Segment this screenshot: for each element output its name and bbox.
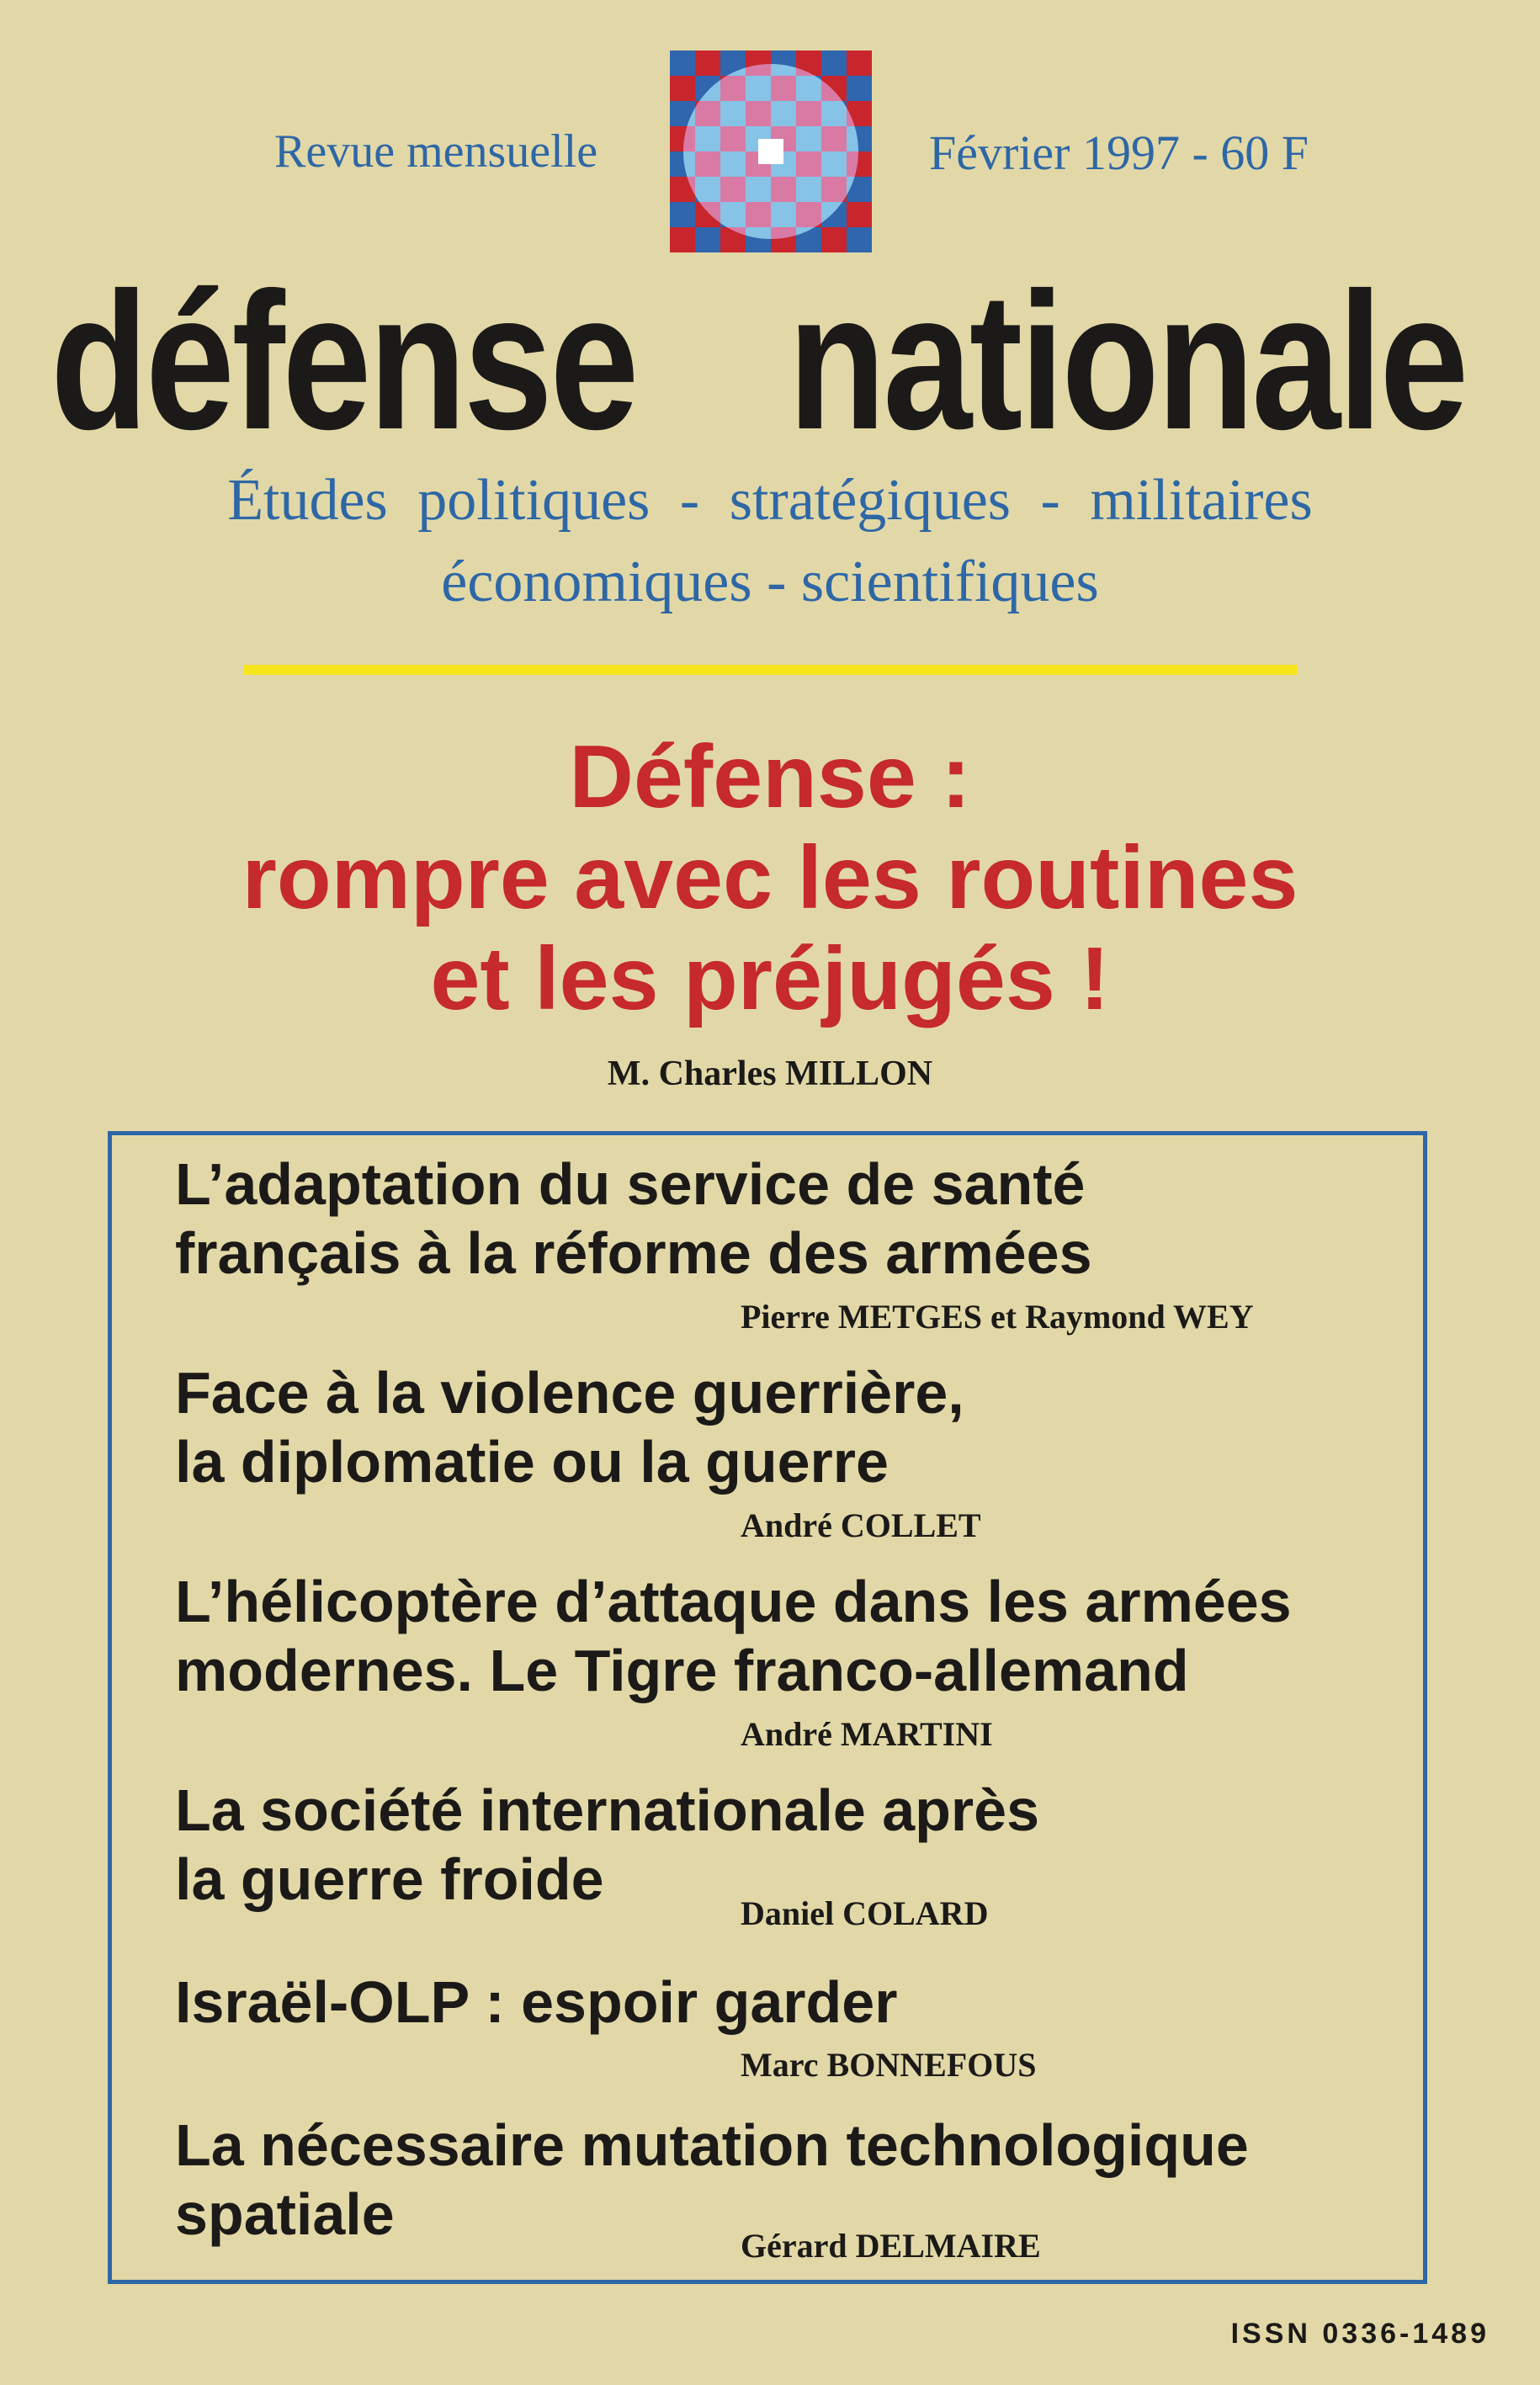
magazine-title	[50, 252, 1466, 471]
title-word-defense: défense	[50, 252, 637, 470]
article-6-title-line-2: spatiale	[175, 2181, 395, 2247]
subtitle-line-1: Études politiques - stratégiques - militaires	[227, 468, 1313, 533]
lead-author: M. Charles MILLON	[607, 1054, 933, 1093]
article-5-author: Marc BONNEFOUS	[741, 2046, 1037, 2084]
lead-headline-line-3: et les préjugés !	[430, 929, 1110, 1028]
issn-number: ISSN 0336-1489	[1230, 2318, 1490, 2350]
article-1-author: Pierre METGES et Raymond WEY	[741, 1298, 1254, 1336]
article-6-author: Gérard DELMAIRE	[741, 2227, 1041, 2265]
article-2-title-line-2: la diplomatie ou la guerre	[175, 1429, 889, 1495]
article-2-title-line-1: Face à la violence guerrière,	[175, 1360, 964, 1426]
article-1-title-line-1: L’adaptation du service de santé	[175, 1151, 1086, 1217]
article-4-title-line-2: la guerre froide	[175, 1846, 604, 1912]
article-2-author: André COLLET	[741, 1506, 981, 1544]
article-6-title-line-1: La nécessaire mutation technologique	[175, 2112, 1249, 2178]
article-3-author: André MARTINI	[741, 1715, 993, 1753]
article-1-title-line-2: français à la réforme des armées	[175, 1220, 1092, 1286]
lead-headline-line-2: rompre avec les routines	[242, 828, 1298, 927]
article-5-title-line-1: Israël-OLP : espoir garder	[175, 1969, 898, 2035]
title-word-nationale: nationale	[788, 252, 1466, 470]
subtitle-line-2: économiques - scientifiques	[441, 550, 1099, 614]
article-3-title-line-1: L’hélicoptère d’attaque dans les armées	[175, 1569, 1292, 1634]
yellow-divider	[244, 665, 1298, 675]
article-4-title-line-1: La société internationale après	[175, 1777, 1040, 1843]
periodicity-label: Revue mensuelle	[274, 125, 598, 178]
checkerboard-emblem-icon	[670, 50, 872, 252]
lead-headline-line-1: Défense :	[569, 727, 971, 826]
article-4-author: Daniel COLARD	[741, 1894, 989, 1932]
issue-date-price: Février 1997 - 60 F	[929, 125, 1309, 180]
article-3-title-line-2: modernes. Le Tigre franco-allemand	[175, 1638, 1189, 1703]
